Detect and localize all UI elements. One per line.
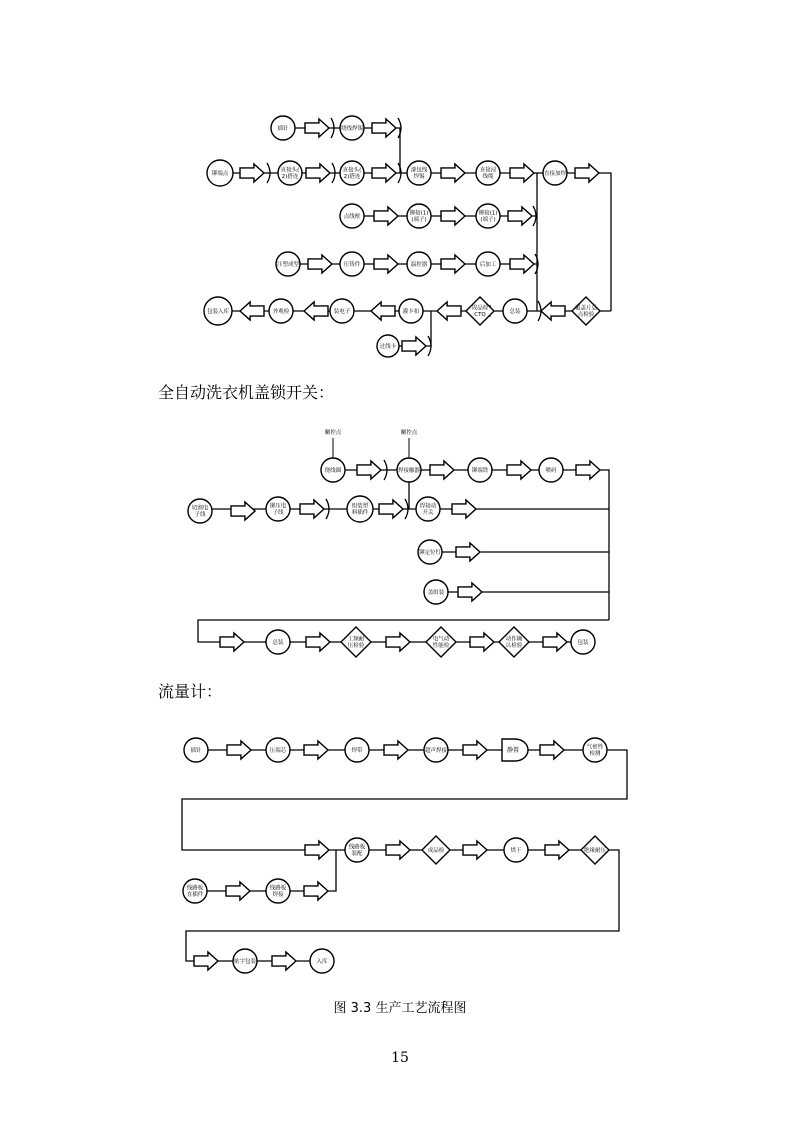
flow-arrow bbox=[508, 207, 532, 225]
flow-arrow bbox=[458, 583, 482, 601]
node-label: 插针 bbox=[190, 747, 202, 754]
flow-arrow bbox=[386, 841, 410, 859]
flow-arrow bbox=[510, 255, 534, 273]
node-label: 绕线圈 bbox=[324, 467, 342, 474]
flow-arrow bbox=[470, 633, 494, 651]
node-label: 铆定位钉 bbox=[418, 549, 442, 556]
flow-arrow bbox=[371, 302, 395, 320]
flow-arrow bbox=[272, 952, 296, 970]
flow-arrow bbox=[379, 500, 403, 518]
flow-arrow bbox=[372, 164, 396, 182]
page-number: 15 bbox=[391, 1050, 409, 1066]
node-label: 气密性检测 bbox=[586, 744, 604, 758]
node-label: 外观检 bbox=[272, 308, 290, 315]
flow-arrow bbox=[306, 633, 330, 651]
node-label: 直接头( 2)搭连 bbox=[342, 167, 362, 181]
flow-arrow bbox=[543, 633, 567, 651]
flow-arrow bbox=[226, 882, 250, 900]
node-label: 动作确认检验 bbox=[505, 636, 523, 650]
node-label: 插针 bbox=[277, 125, 289, 132]
node-label: 關控点 bbox=[400, 429, 418, 436]
flow-arrow bbox=[240, 302, 264, 320]
flow-arrow bbox=[545, 841, 569, 859]
node-label: 成品检 CTQ bbox=[471, 305, 489, 319]
flow-arrow bbox=[304, 302, 328, 320]
flow-arrow bbox=[441, 164, 465, 182]
node-label: 后加工 bbox=[479, 261, 497, 268]
node-label: 总装 bbox=[509, 308, 521, 315]
flow-arrow bbox=[374, 207, 398, 225]
node-label: 漆包线焊锡 bbox=[410, 167, 428, 181]
node-label: 超声焊接 bbox=[424, 747, 448, 754]
connector-line bbox=[195, 850, 336, 891]
node-label: 盖组装 bbox=[427, 589, 445, 596]
flow-arrow bbox=[441, 207, 465, 225]
node-label: 直接头( 2)搭连 bbox=[280, 167, 300, 181]
node-label: 压端芯 bbox=[269, 747, 287, 754]
flow-arrow bbox=[384, 741, 408, 759]
flow-arrow bbox=[441, 255, 465, 273]
node-label: 过线卡 bbox=[379, 343, 397, 350]
node-label: 喷码 bbox=[545, 467, 557, 474]
flow-arrow bbox=[220, 633, 244, 651]
flow-arrow bbox=[240, 164, 264, 182]
node-label: 贴字包装 bbox=[233, 958, 257, 965]
node-label: 线路板装配 bbox=[348, 844, 366, 858]
node-label: 电气动性能检 bbox=[432, 636, 450, 650]
node-label: 關控点 bbox=[324, 429, 342, 436]
flow-arrow bbox=[194, 952, 218, 970]
node-label: 焊带 bbox=[351, 747, 363, 754]
flow-arrow bbox=[463, 841, 487, 859]
node-label: 组装塑料插件 bbox=[351, 503, 369, 517]
connector-line bbox=[599, 173, 611, 311]
flow-arrow bbox=[456, 543, 480, 561]
flow-arrow bbox=[507, 461, 531, 479]
node-label: 铆接(1) (端子) bbox=[409, 210, 429, 224]
figure-caption: 图 3.3 生产工艺流程图 bbox=[333, 1001, 467, 1016]
node-label: 线路板直插件 bbox=[186, 885, 204, 899]
node-label: 注塑成型 bbox=[276, 261, 300, 268]
flow-arrow bbox=[510, 164, 534, 182]
node-label: 包装入库 bbox=[206, 308, 230, 315]
flow-arrow bbox=[402, 337, 426, 355]
flow-arrow bbox=[386, 633, 410, 651]
node-label: 铆压电子线 bbox=[269, 503, 287, 517]
flow-arrow bbox=[357, 461, 381, 479]
section2-title: 全自动洗衣机盖锁开关： bbox=[158, 383, 335, 402]
flow-arrow bbox=[227, 741, 251, 759]
flow-arrow bbox=[304, 741, 328, 759]
node-label: 压铸件 bbox=[343, 261, 361, 268]
flow-arrow bbox=[540, 741, 564, 759]
flow-arrow bbox=[374, 255, 398, 273]
flow-arrow bbox=[575, 164, 599, 182]
flow-arrow bbox=[541, 302, 565, 320]
node-label: 装电子 bbox=[333, 308, 351, 315]
flow-arrow bbox=[308, 255, 332, 273]
node-label: 工频耐压检验 bbox=[347, 636, 365, 650]
flow-arrow bbox=[452, 500, 476, 518]
node-label: 覆盖片总点检验 bbox=[574, 305, 598, 319]
node-label: 绝缘耐压 bbox=[583, 847, 607, 854]
node-label: 总装 bbox=[272, 639, 284, 646]
node-label: 包装 bbox=[577, 639, 589, 646]
node-label: 焊接动开关 bbox=[419, 503, 437, 517]
node-label: 铆接(1) (端子) bbox=[478, 210, 498, 224]
node-label: 烘干 bbox=[510, 847, 522, 854]
flow-arrow bbox=[576, 461, 600, 479]
node-label: 点线框 bbox=[343, 213, 361, 220]
node-label: 温控器 bbox=[410, 261, 428, 268]
flow-arrow bbox=[430, 461, 454, 479]
node-label: 铆端点 bbox=[211, 170, 229, 177]
node-label: 直接浸线缆 bbox=[479, 167, 497, 181]
flow-arrow bbox=[463, 741, 487, 759]
node-label: 静置 bbox=[506, 747, 520, 755]
node-label: 成品检 bbox=[427, 847, 445, 854]
flow-arrow bbox=[231, 502, 255, 520]
node-label: 焊接触器 bbox=[397, 467, 421, 474]
node-label: 灌卡扣 bbox=[402, 308, 420, 315]
node-label: 切割电子线 bbox=[191, 505, 209, 519]
flow-arrow bbox=[306, 164, 330, 182]
flow-arrow bbox=[304, 882, 328, 900]
flow-arrow bbox=[372, 119, 396, 137]
flow-arrow bbox=[437, 302, 461, 320]
node-label: 铆端铁 bbox=[471, 467, 489, 474]
node-label: 线路板焊接 bbox=[269, 885, 287, 899]
section3-title: 流量计： bbox=[158, 682, 223, 701]
flow-arrow bbox=[305, 119, 329, 137]
node-label: 直接加焊 bbox=[543, 170, 567, 177]
node-label: 绕线焊锡 bbox=[340, 125, 364, 132]
flow-arrow bbox=[305, 841, 329, 859]
node-label: 入库 bbox=[316, 958, 328, 965]
flow-arrow bbox=[300, 500, 324, 518]
